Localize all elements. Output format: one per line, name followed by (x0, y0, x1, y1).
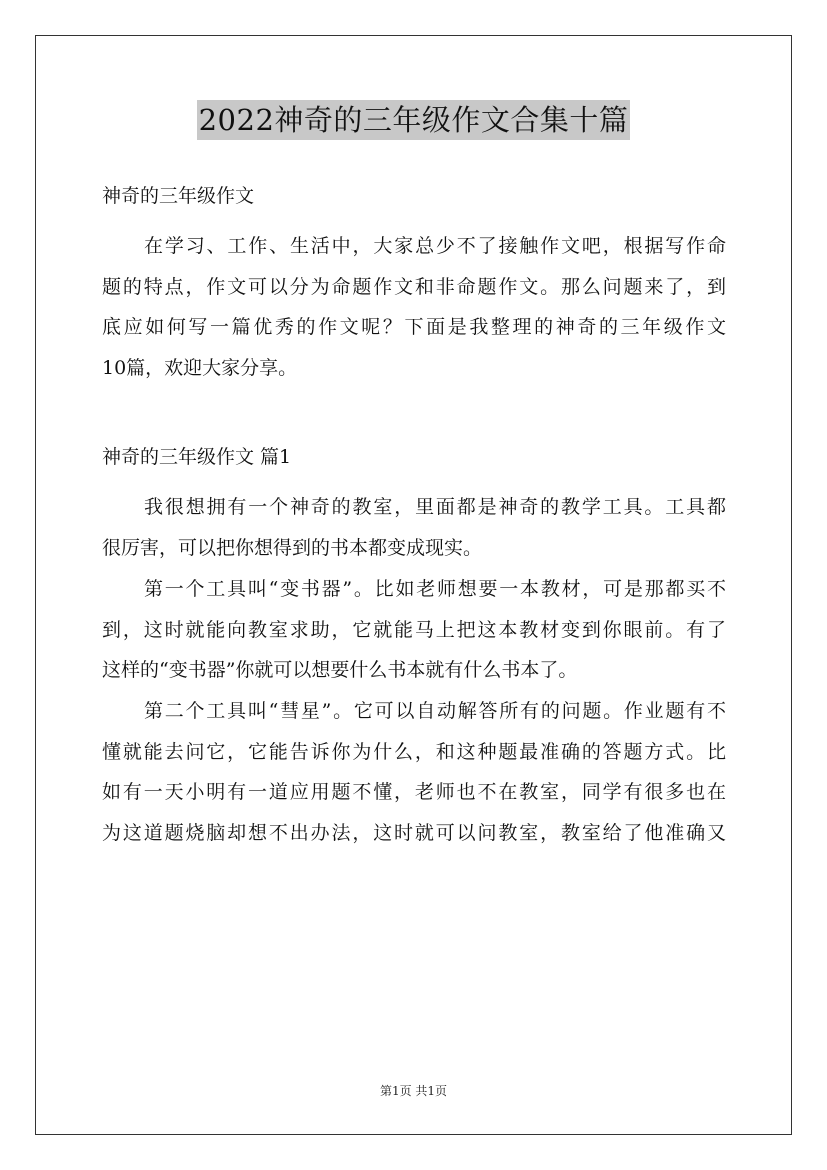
paragraph-line: 10篇，欢迎大家分享。 (102, 357, 298, 380)
spacer (102, 477, 726, 487)
paragraph-line: 到，这时就能向教室求助，它就能马上把这本教材变到你眼前。有了 (102, 618, 726, 641)
paragraph-line: 第一个工具叫“变书器”。比如老师想要一本教材，可是那都买不 (144, 577, 726, 600)
document-body (102, 176, 726, 854)
paragraph-line: 为这道题烧脑却想不出办法，这时就可以问教室，教室给了他准确又 (102, 821, 726, 844)
paragraph-2 (102, 569, 726, 691)
paragraph-line: 我很想拥有一个神奇的教室，里面都是神奇的教学工具。工具都 (144, 496, 726, 519)
intro-heading: 神奇的三年级作文 (102, 185, 255, 207)
paragraph-line: 题的特点，作文可以分为命题作文和非命题作文。那么问题来了，到 (102, 275, 726, 298)
paragraph-line: 第二个工具叫“彗星”。它可以自动解答所有的问题。作业题有不 (144, 699, 726, 722)
paragraph-line: 这样的“变书器”你就可以想要什么书本就有什么书本了。 (102, 659, 578, 682)
spacer (102, 389, 726, 437)
paragraph-1 (102, 487, 726, 568)
paragraph-line: 很厉害，可以把你想得到的书本都变成现实。 (102, 537, 483, 560)
paragraph-line: 在学习、工作、生活中，大家总少不了接触作文吧，根据写作命 (144, 235, 726, 257)
intro-paragraph (102, 226, 726, 389)
paragraph-3 (102, 691, 726, 854)
section-heading: 神奇的三年级作文 篇1 (102, 445, 292, 468)
paragraph-line: 懂就能去问它，它能告诉你为什么，和这种题最准确的答题方式。比 (102, 740, 726, 763)
page-footer: 第1页 共1页 (379, 1084, 448, 1098)
paragraph-line: 底应如何写一篇优秀的作文呢？下面是我整理的神奇的三年级作文 (102, 316, 726, 339)
document-title: 2022神奇的三年级作文合集十篇 (197, 100, 631, 140)
title-container (0, 100, 827, 140)
spacer (102, 216, 726, 226)
paragraph-line: 如有一天小明有一道应用题不懂，老师也不在教室，同学有很多也在 (102, 781, 726, 804)
